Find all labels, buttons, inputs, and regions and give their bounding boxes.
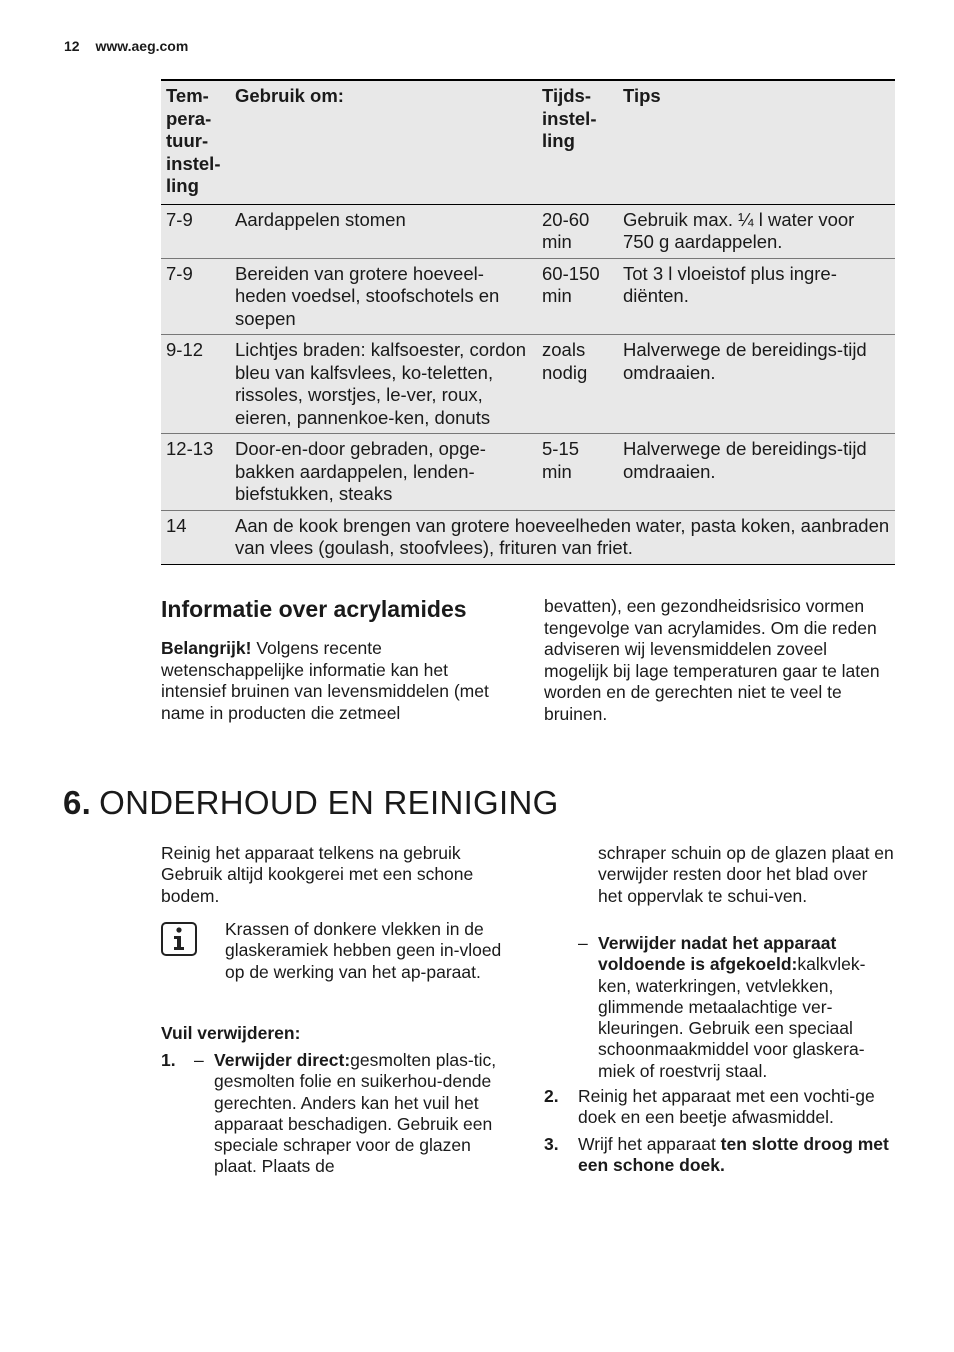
vuil-heading: Vuil verwijderen:: [161, 1023, 301, 1043]
cell-use: Lichtjes braden: kalfsoester, cordon bleu van kalfsvlees, ko-teletten, rissoles, worstjes, le-ver, roux, eieren, pannenkoe-ken, donuts: [235, 339, 527, 428]
cell-merged: Aan de kook brengen van grotere hoeveelheden water, pasta koken, aanbraden van vlees (goulash, stoofvlees), frituren van friet.: [235, 514, 890, 558]
step-number: 3.: [544, 1134, 559, 1154]
step-1-subitem-2: Verwijder nadat het apparaat voldoende is afgekoeld:kalkvlek-ken, waterkringen, vetvlekken, glimmende metaalachtige ver-kleuringen. Gebruik een speciaal schoonmaakmiddel voor glaskera-miek of roestvrij staal.: [598, 933, 866, 1081]
cell-time: 60-150 min: [542, 262, 600, 306]
cell-tips: Tot 3 l vloeistof plus ingre-diënten.: [623, 262, 837, 306]
header-temperature: Tem- pera- tuur- instel- ling: [166, 85, 221, 196]
cooking-table: [161, 79, 895, 565]
acrylamides-text-left: Belangrijk! Volgens recente wetenschappelijke informatie kan het intensief bruinen van levensmiddelen (met name in producten die zetmeel: [161, 638, 489, 723]
cell-temp: 14: [166, 514, 187, 536]
step-1-continued: schraper schuin op de glazen plaat en verwijder resten door het blad over het oppervlak te schui-ven.: [598, 843, 894, 906]
dash-bullet: –: [194, 1050, 204, 1070]
cell-temp: 9-12: [166, 339, 204, 360]
header-use: Gebruik om:: [235, 85, 344, 106]
table-row: [161, 335, 895, 434]
step-number: 2.: [544, 1086, 559, 1106]
table-row: [161, 258, 895, 335]
step-3-text: Wrijf het apparaat ten slotte droog met een schone doek.: [578, 1134, 889, 1176]
section-title: 6. ONDERHOUD EN REINIGING: [63, 784, 559, 821]
table-row: [161, 434, 895, 511]
info-icon: [161, 922, 197, 956]
cell-time: 5-15 min: [542, 438, 580, 482]
step-number: 1.: [161, 1050, 176, 1070]
cell-temp: 12-13: [166, 438, 214, 459]
cell-tips: Halverwege de bereidings-tijd omdraaien.: [623, 339, 867, 383]
cell-use: Bereiden van grotere hoeveel-heden voedsel, stoofschotels en soepen: [235, 262, 500, 329]
important-label: Belangrijk!: [161, 638, 252, 658]
cell-time: zoals nodig: [542, 339, 588, 383]
intro-text: Reinig het apparaat telkens na gebruik Gebruik altijd kookgerei met een schone bodem.: [161, 843, 474, 906]
cell-tips: Halverwege de bereidings-tijd omdraaien.: [623, 438, 867, 482]
cell-tips: Gebruik max. ¼ l water voor 750 g aardappelen.: [623, 208, 855, 252]
header-time: Tijds- instel- ling: [542, 85, 597, 151]
cell-time: 20-60 min: [542, 208, 590, 252]
page-header: [64, 38, 188, 54]
table-header-row: [161, 80, 895, 204]
cell-temp: 7-9: [166, 262, 193, 284]
acrylamides-text-right: bevatten), een gezondheidsrisico vormen tengevolge van acrylamides. Om die reden adviseren wij levensmiddelen zoveel mogelijk bij lage temperaturen gaar te laten worden en de gerechten niet te veel te bruinen.: [544, 596, 880, 724]
dash-bullet: –: [578, 933, 588, 953]
table-row: [161, 510, 895, 564]
info-note: Krassen of donkere vlekken in de glaskeramiek hebben geen in-vloed op de werking van het ap-paraat.: [225, 919, 502, 982]
acrylamides-heading: Informatie over acrylamides: [161, 596, 467, 622]
step-2-text: Reinig het apparaat met een vochti-ge doek en een beetje afwasmiddel.: [578, 1086, 875, 1128]
cell-temp: 7-9: [166, 208, 193, 230]
site-url: www.aeg.com: [95, 38, 189, 54]
page-number: 12: [64, 38, 80, 54]
table-row: [161, 204, 895, 258]
section-number: 6.: [63, 784, 92, 821]
cell-use: Door-en-door gebraden, opge-bakken aardappelen, lenden-biefstukken, steaks: [235, 438, 486, 504]
step-1-text: Verwijder direct:gesmolten plas-tic, gesmolten folie en suikerhou-dende gerechten. Anders kan het vuil het apparaat beschadigen. Gebruik een speciale schraper voor de glazen plaat. Plaats de: [214, 1050, 497, 1177]
header-tips: Tips: [623, 85, 661, 106]
cell-use: Aardappelen stomen: [235, 208, 406, 230]
